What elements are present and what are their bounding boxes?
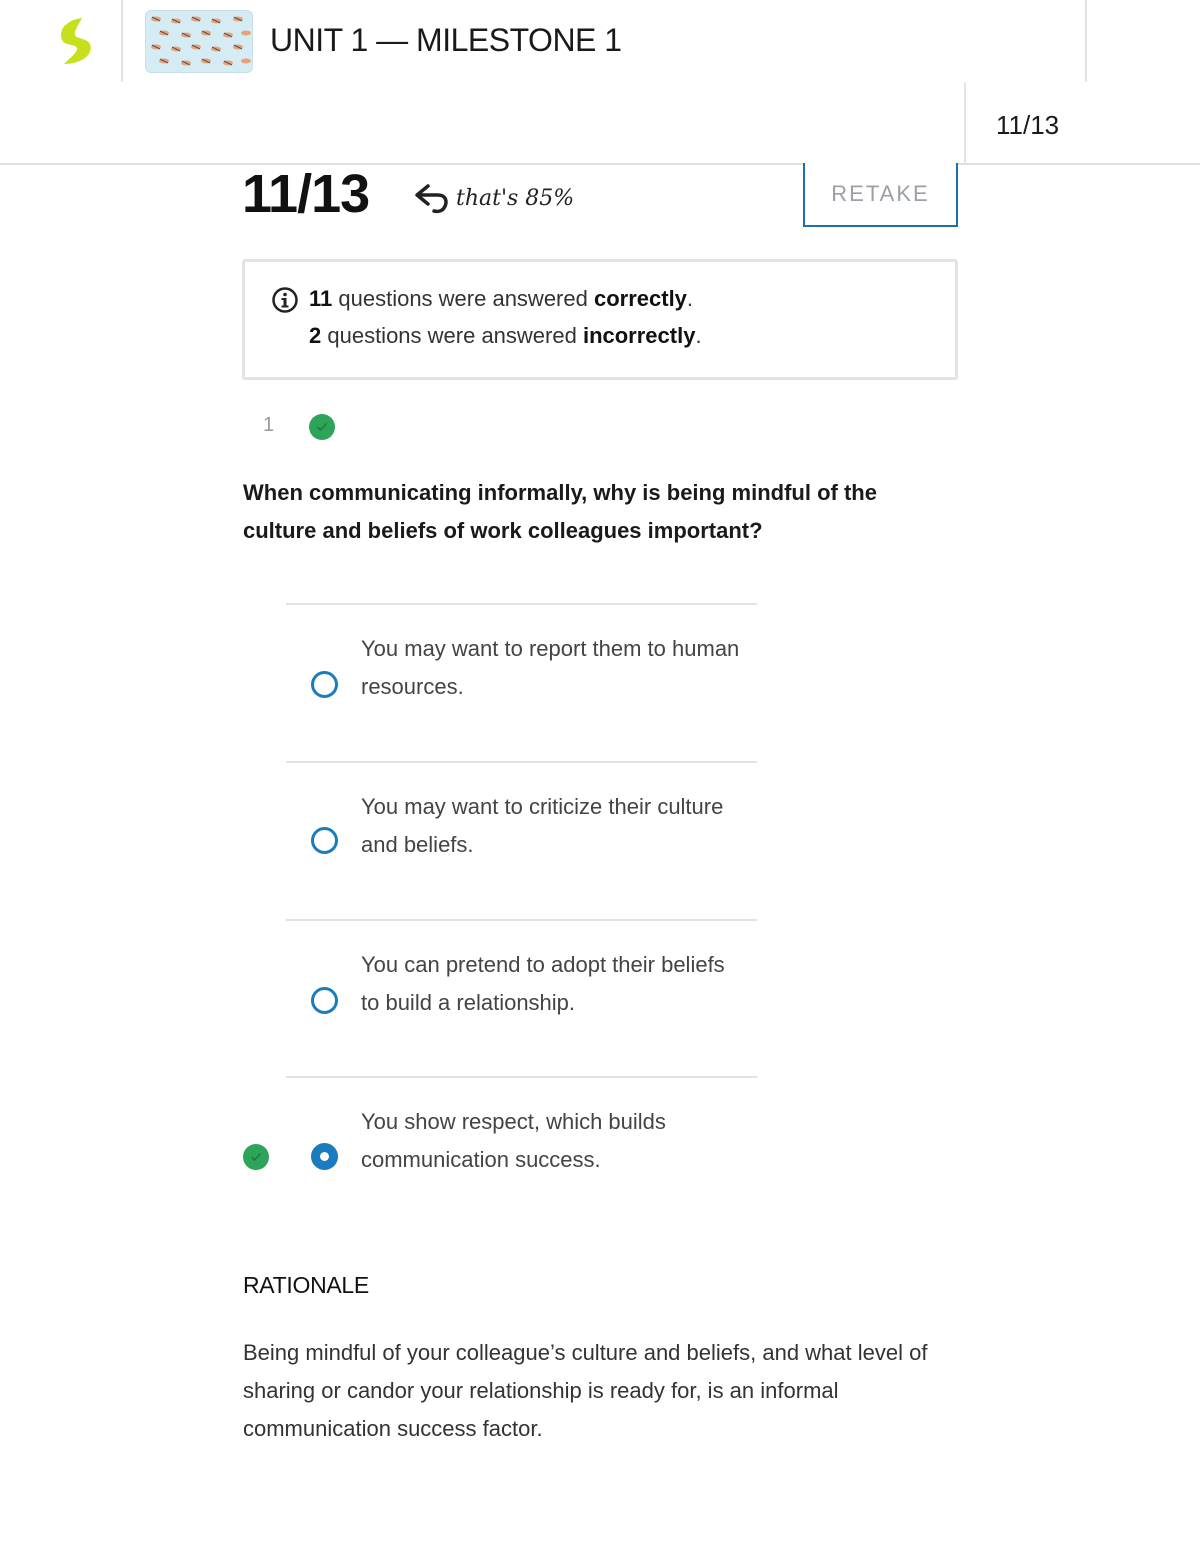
option-divider (286, 1076, 757, 1078)
info-icon (271, 286, 299, 314)
option-text-2[interactable]: You may want to criticize their culture and beliefs. (361, 794, 724, 857)
sophia-logo-icon[interactable] (52, 14, 100, 70)
course-thumbnail-icon (145, 10, 253, 73)
header-divider (121, 0, 123, 82)
option-radio-2[interactable] (311, 827, 338, 854)
page-title: UNIT 1 — MILESTONE 1 (270, 22, 622, 58)
header-score: 11/13 (996, 110, 1060, 140)
score-annotation: that's 85% (456, 186, 575, 211)
header-divider (964, 82, 966, 164)
option-divider (286, 919, 757, 921)
option-text-1[interactable]: You may want to report them to human resources. (361, 636, 740, 699)
option-divider (286, 603, 757, 605)
question-text: When communicating informally, why is being mindful of the culture and beliefs of work colleagues important? (243, 480, 877, 543)
summary-text: questions were answered (321, 323, 583, 348)
rationale-text: Being mindful of your colleague’s culture and beliefs, and what level of sharing or candor your relationship is ready for, is an informal communication success factor. (243, 1340, 928, 1441)
option-divider (286, 761, 757, 763)
top-bar (0, 0, 1200, 165)
results-summary (242, 259, 958, 380)
retake-button[interactable]: RETAKE (803, 163, 958, 227)
correct-word: correctly (593, 286, 687, 311)
header-separator (0, 163, 1200, 165)
option-text-3[interactable]: You can pretend to adopt their beliefs to build a relationship. (361, 952, 725, 1015)
score-value: 11/13 (242, 164, 370, 224)
curved-arrow-icon (412, 180, 452, 216)
correct-count: 11 (309, 286, 333, 311)
summary-period: . (686, 286, 694, 311)
incorrect-word: incorrectly (582, 323, 696, 348)
option-radio-3[interactable] (311, 987, 338, 1014)
correct-summary (309, 286, 693, 312)
green-check-icon (309, 414, 335, 440)
option-text-4[interactable]: You show respect, which builds communication success. (361, 1109, 666, 1172)
summary-period: . (695, 323, 702, 348)
header-divider (1085, 0, 1087, 82)
rationale-title: RATIONALE (243, 1272, 369, 1298)
option-radio-4-selected[interactable] (311, 1143, 338, 1170)
incorrect-summary (309, 323, 702, 349)
option-radio-1[interactable] (311, 671, 338, 698)
summary-text: questions were answered (332, 286, 594, 311)
green-check-icon (243, 1144, 269, 1170)
question-number: 1 (263, 414, 275, 436)
incorrect-count: 2 (309, 323, 322, 348)
